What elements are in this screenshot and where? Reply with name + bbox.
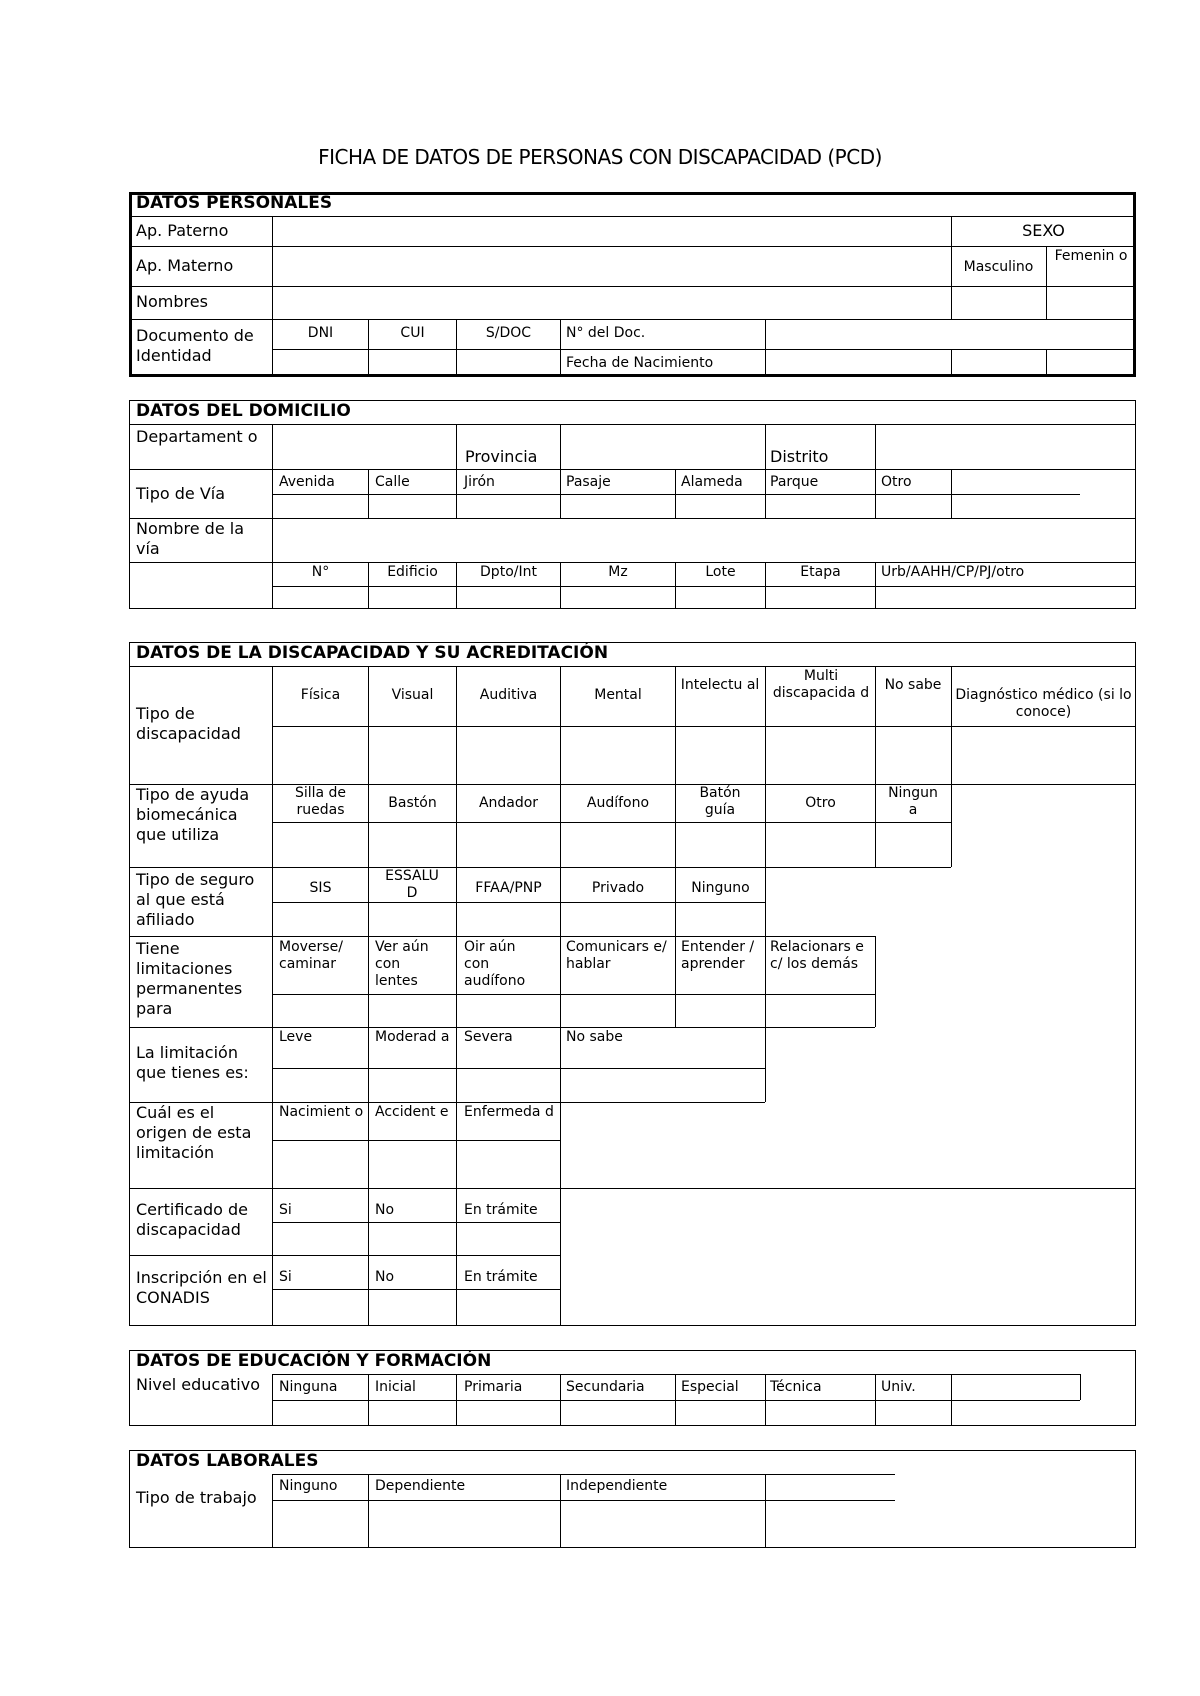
via-option: Alameda: [681, 474, 743, 490]
seguro-option: SIS: [309, 880, 332, 896]
limitacion-option: Entender / aprender: [681, 939, 755, 972]
conadis-option: Si: [279, 1269, 292, 1285]
nombre-via-label: Nombre de la vía: [136, 519, 244, 558]
via-option: Jirón: [464, 474, 495, 490]
certificado-option: Si: [279, 1202, 292, 1218]
tipo-option: Diagnóstico médico (si lo conoce): [955, 687, 1132, 720]
limitacion-option: Comunicars e/ hablar: [566, 939, 667, 972]
form-title: FICHA DE DATOS DE PERSONAS CON DISCAPACIDAD (PCD): [318, 145, 882, 169]
tipo-option: Mental: [594, 687, 642, 703]
nivel-option: Univ.: [881, 1379, 916, 1395]
via-option: Calle: [375, 474, 410, 490]
section-datos-personales: [129, 192, 1136, 377]
via-option: Avenida: [279, 474, 335, 490]
section-header: DATOS DE EDUCACIÓN Y FORMACIÓN: [136, 1351, 492, 1371]
certificado-option: No: [375, 1202, 395, 1218]
departamento-label: Departament o: [136, 427, 258, 446]
nivel-option: Ninguna: [279, 1379, 338, 1395]
grado-label: La limitación que tienes es:: [136, 1043, 249, 1082]
sdoc-label: S/DOC: [485, 325, 532, 341]
grado-option: No sabe: [566, 1029, 623, 1045]
sexo-label: SEXO: [1022, 221, 1065, 240]
tipo-option: Visual: [391, 687, 434, 703]
via-option: Parque: [770, 474, 819, 490]
origen-option: Enfermeda d: [464, 1104, 554, 1120]
conadis-option: En trámite: [464, 1269, 538, 1285]
masculino-label: Masculino: [963, 259, 1034, 275]
seguro-option: Ninguno: [691, 880, 750, 896]
section-header: DATOS PERSONALES: [136, 193, 333, 213]
distrito-label: Distrito: [770, 447, 829, 466]
ayuda-option: Silla de ruedas: [294, 785, 347, 818]
detalle-label: Edificio: [387, 564, 438, 580]
limitacion-option: Relacionars e c/ los demás: [770, 939, 864, 972]
fecha-nac-label: Fecha de Nacimiento: [566, 355, 714, 371]
detalle-label: N°: [311, 564, 330, 580]
grado-option: Leve: [279, 1029, 313, 1045]
femenino-label: Femenin o: [1054, 248, 1128, 264]
ap-paterno-label: Ap. Paterno: [136, 221, 229, 240]
nombres-label: Nombres: [136, 292, 208, 311]
trabajo-option: Ninguno: [279, 1478, 338, 1494]
nivel-option: Especial: [681, 1379, 739, 1395]
origen-option: Accident e: [375, 1104, 449, 1120]
tipo-option: No sabe: [884, 677, 942, 693]
ayuda-option: Audífono: [586, 795, 650, 811]
seguro-option: FFAA/PNP: [475, 880, 542, 896]
ayuda-label: Tipo de ayuda biomecánica que utiliza: [136, 785, 250, 844]
limitacion-option: Oir aún con audífono: [464, 939, 526, 989]
nivel-option: Inicial: [375, 1379, 416, 1395]
nivel-educativo-label: Nivel educativo: [136, 1375, 260, 1394]
conadis-label: Inscripción en el CONADIS: [136, 1268, 267, 1307]
tipo-option: Multi discapacida d: [772, 668, 870, 701]
limitaciones-label: Tiene limitaciones permanentes para: [136, 939, 243, 1018]
conadis-option: No: [375, 1269, 395, 1285]
tipo-option: Intelectu al: [680, 677, 760, 693]
limitacion-option: Moverse/ caminar: [279, 939, 343, 972]
nivel-option: Secundaria: [566, 1379, 645, 1395]
trabajo-option: Dependiente: [375, 1478, 466, 1494]
grado-option: Moderad a: [375, 1029, 450, 1045]
section-datos-educacion: [129, 1350, 1136, 1426]
limitacion-option: Ver aún con lentes: [375, 939, 429, 989]
tipo-discapacidad-label: Tipo de discapacidad: [136, 704, 241, 743]
dni-label: DNI: [307, 325, 334, 341]
tipo-option: Auditiva: [479, 687, 538, 703]
grado-option: Severa: [464, 1029, 513, 1045]
tipo-option: Física: [300, 687, 341, 703]
section-header: DATOS DE LA DISCAPACIDAD Y SU ACREDITACIÓN: [136, 643, 609, 663]
detalle-label: Etapa: [800, 564, 841, 580]
ayuda-option: Ningun a: [888, 785, 938, 818]
origen-label: Cuál es el origen de esta limitación: [136, 1103, 252, 1162]
via-option: Pasaje: [566, 474, 611, 490]
section-datos-laborales: [129, 1450, 1136, 1548]
seguro-option: ESSALU D: [385, 868, 439, 901]
documento-label: Documento de Identidad: [136, 326, 254, 365]
nivel-option: Técnica: [770, 1379, 822, 1395]
ayuda-option: Andador: [478, 795, 539, 811]
tipo-via-label: Tipo de Vía: [136, 484, 226, 503]
ap-materno-label: Ap. Materno: [136, 256, 234, 275]
detalle-label: Mz: [608, 564, 628, 580]
tipo-trabajo-label: Tipo de trabajo: [136, 1488, 257, 1507]
num-doc-label: N° del Doc.: [566, 325, 646, 341]
seguro-option: Privado: [591, 880, 645, 896]
trabajo-option: Independiente: [566, 1478, 668, 1494]
section-header: DATOS LABORALES: [136, 1451, 319, 1471]
detalle-label: Lote: [705, 564, 736, 580]
seguro-label: Tipo de seguro al que está afiliado: [136, 870, 255, 929]
section-header: DATOS DEL DOMICILIO: [136, 401, 351, 421]
ayuda-option: Bastón: [388, 795, 437, 811]
section-datos-domicilio: [129, 400, 1136, 609]
nivel-option: Primaria: [464, 1379, 523, 1395]
detalle-label: Urb/AAHH/CP/PJ/otro: [881, 564, 1025, 580]
ayuda-option: Batón guía: [699, 785, 741, 818]
section-datos-discapacidad: [129, 642, 1136, 1326]
certificado-label: Certificado de discapacidad: [136, 1200, 249, 1239]
provincia-label: Provincia: [465, 447, 538, 466]
origen-option: Nacimient o: [279, 1104, 364, 1120]
cui-label: CUI: [400, 325, 425, 341]
certificado-option: En trámite: [464, 1202, 538, 1218]
detalle-label: Dpto/Int: [480, 564, 537, 580]
via-option: Otro: [881, 474, 912, 490]
ayuda-option: Otro: [805, 795, 836, 811]
